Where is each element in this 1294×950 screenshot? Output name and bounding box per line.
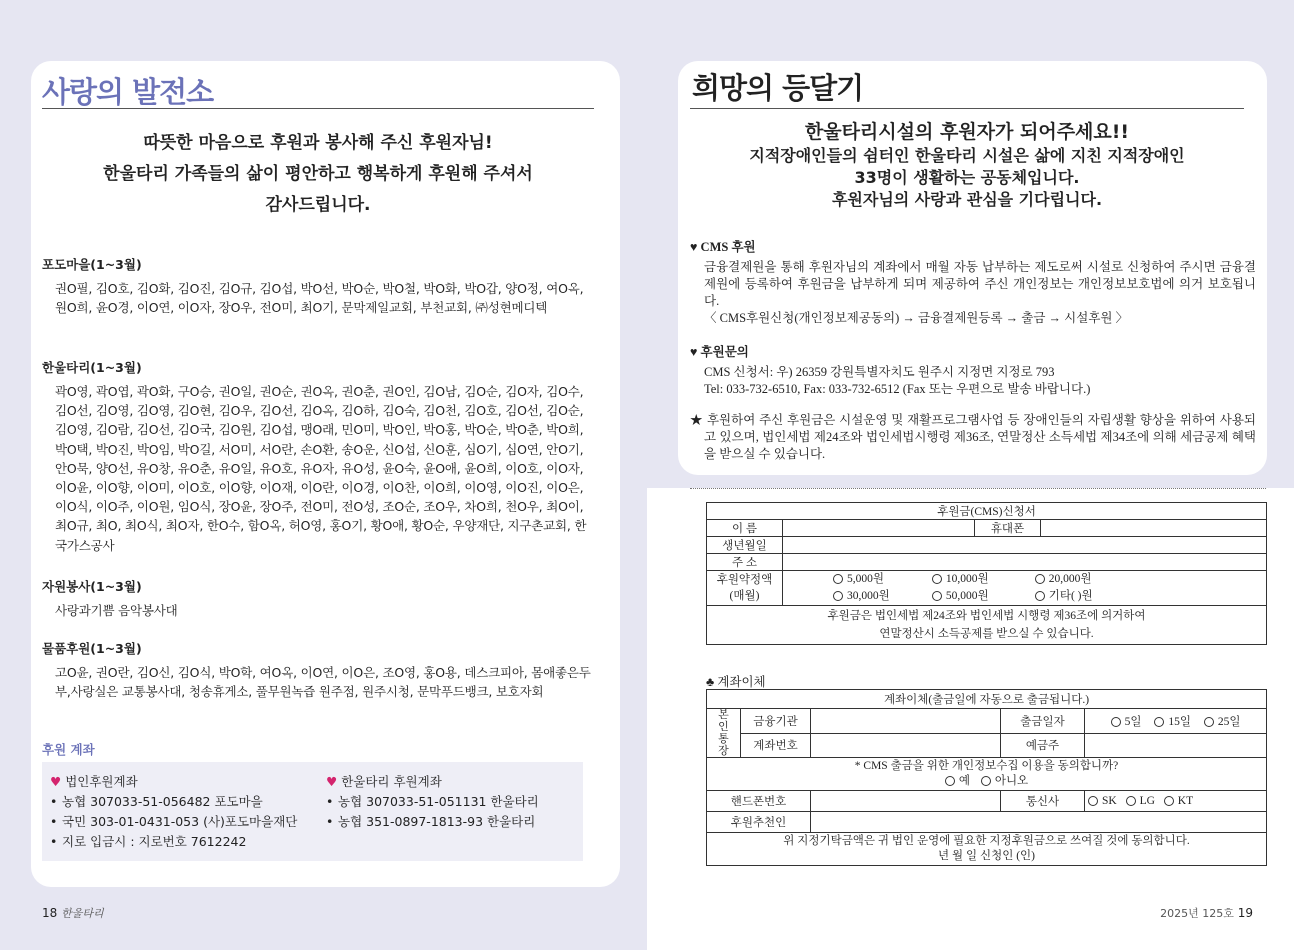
- account-number-label: 계좌번호: [741, 733, 811, 758]
- recommender-label: 후원추천인: [707, 812, 811, 833]
- date-value: 25일: [1217, 715, 1241, 728]
- cms-heading: ♥ CMS 후원: [690, 240, 756, 254]
- holder-label: 예금주: [1001, 733, 1085, 758]
- transfer-section-heading: [706, 672, 766, 690]
- carrier-option[interactable]: [1088, 795, 1117, 807]
- amount-label-line: (매월): [729, 590, 760, 602]
- amount-value: 기타( )원: [1048, 590, 1093, 602]
- carrier-options: [1085, 791, 1267, 812]
- carrier-label: 통신사: [1001, 791, 1085, 812]
- thanks-message: [42, 128, 594, 221]
- group-heading: 물품후원(1~3월): [42, 641, 142, 656]
- headline: 한울타리시설의 후원자가 되어주세요!!: [804, 121, 1130, 143]
- group-heading: 포도마을(1~3월): [42, 257, 142, 272]
- amount-value: 20,000원: [1048, 573, 1092, 585]
- consent-yes[interactable]: [945, 774, 970, 789]
- cms-application-form: [706, 502, 1267, 645]
- account-title: 법인후원계좌: [65, 774, 138, 789]
- bank-transfer-form: [706, 689, 1267, 866]
- corporate-account: [50, 772, 297, 852]
- signature-line: 년 월 일 신청인 (인): [938, 850, 1035, 862]
- radio-icon: [1035, 591, 1045, 601]
- group-names: 고O윤, 권O란, 김O신, 김O식, 박O학, 여O옥, 이O연, 이O은, 조O영, 홍O용, 데스크피아, 몸애좋은두부,사랑실은 교통봉사대, 청송휴게소, 풀무원녹즙 원주점, 원주시청, 문막푸드뱅크, 보호자회: [55, 665, 591, 700]
- group-heading: 한울타리(1~3월): [42, 360, 142, 375]
- amount-option[interactable]: [932, 588, 1032, 605]
- intro-line: 33명이 생활하는 공동체입니다.: [854, 168, 1080, 187]
- date-option[interactable]: [1204, 713, 1241, 729]
- radio-icon: [932, 574, 942, 584]
- section-label: 계좌이체: [717, 675, 766, 689]
- page-title: 사랑의 발전소: [42, 75, 214, 109]
- amount-value: 5,000원: [847, 573, 884, 585]
- notice-text: ★ 후원하여 주신 후원금은 시설운영 및 재활프로그램사업 등 장애인들의 자립생활 향상을 위하여 사용되고 있으며, 법인세법 제24조와 법인세법시행령 제36조, 연말정산 소득세법 제34조에 의해 세금공제 혜택을 받으실 수 있습니다.: [690, 413, 1256, 461]
- account-holder-side-label: 본인통장: [707, 709, 741, 758]
- phone-label: 휴대폰: [975, 520, 1041, 537]
- bank-label: 금융기관: [741, 709, 811, 734]
- hanultari-logo: 한울타리: [61, 907, 104, 920]
- name-field[interactable]: [783, 520, 975, 537]
- group-names: 곽O영, 곽O엽, 곽O화, 구O승, 권O일, 권O순, 권O옥, 권O춘, 권O인, 김O남, 김O순, 김O자, 김O수, 김O선, 김O영, 김O영, 김O현, 김O우, 김O선, 김O옥, 김O하, 김O숙, 김O천, 김O호, 김O선, 김O순, 김O영, 김O람, 김O선, 김O국, 김O원, 김O섭, 맹O래, 민O미, 박O인, 박O홍, 박O순, 박O춘, 박O희, 박O택, 박O진, 박O임, 박O길, 서O미, 서O란, 손O환, 송O운, 신O섭, 신O훈, 심O기, 심O연, 안O기, 안O묵, 양O선, 유O창, 유O춘, 유O일, 유O호, 유O자, 유O성, 윤O숙, 윤O애, 윤O희, 이O호, 이O자, 이O윤, 이O향, 이O미, 이O호, 이O향, 이O재, 이O란, 이O경, 이O찬, 이O희, 이O영, 이O진, 이O은, 이O식, 이O주, 이O원, 임O식, 장O윤, 장O주, 전O미, 전O성, 조O순, 조O우, 차O희, 천O우, 최O이, 최O규, 최O, 최O식, 최O자, 한O수, 함O옥, 허O영, 홍O기, 황O애, 황O순, 우양재단, 지구촌교회, 한국가스공사: [55, 384, 587, 553]
- amount-option[interactable]: [833, 588, 929, 605]
- thanks-line: 따뜻한 마음으로 후원과 봉사해 주신 후원자님!: [143, 133, 493, 153]
- donor-group-goods: [42, 639, 598, 701]
- inquiry-line: Tel: 033-732-6510, Fax: 033-732-6512 (Fax 또는 우편으로 발송 바랍니다.): [704, 382, 1091, 396]
- radio-icon: [833, 574, 843, 584]
- agreement-text: 위 지정기탁금액은 귀 법인 운영에 필요한 지정후원금으로 쓰여질 것에 동의합니다.: [783, 835, 1190, 847]
- birth-label: 생년월일: [707, 537, 783, 554]
- carrier-option[interactable]: [1164, 795, 1193, 807]
- address-field[interactable]: [783, 554, 1267, 571]
- inquiry-info: [690, 342, 1256, 398]
- heart-icon: ♥: [326, 774, 338, 789]
- address-label: 주 소: [707, 554, 783, 571]
- hope-heading: [690, 120, 1244, 211]
- radio-icon: [945, 776, 955, 786]
- cms-flow: 〈 CMS후원신청(개인정보제공동의) → 금융결제원등록 → 출금 → 시설후원 〉: [704, 311, 1129, 325]
- amount-option[interactable]: [1035, 571, 1092, 588]
- issue-label: 2025년 125호: [1160, 907, 1234, 920]
- radio-icon: [1111, 717, 1121, 727]
- title-divider: [690, 108, 1244, 109]
- radio-icon: [1035, 574, 1045, 584]
- cut-line: [690, 488, 1266, 489]
- tax-note: [707, 606, 1267, 645]
- left-page-footer: [42, 905, 104, 921]
- date-value: 15일: [1168, 715, 1191, 728]
- donor-group-hanultari: [42, 358, 598, 555]
- cms-info: [690, 237, 1256, 327]
- account-item: • 국민 303-01-0431-053 (사)포도마을재단: [50, 812, 297, 832]
- inquiry-line: CMS 신청서: 우) 26359 강원특별자치도 원주시 지정면 지정로 793: [704, 365, 1055, 379]
- amount-option[interactable]: [932, 571, 1032, 588]
- heart-icon: ♥: [50, 774, 62, 789]
- date-label: 출금일자: [1001, 709, 1085, 734]
- title-divider: [42, 108, 594, 109]
- account-item: • 농협 351-0897-1813-93 한울타리: [326, 812, 539, 832]
- account-number-field[interactable]: [811, 733, 1001, 758]
- tax-note-line: 후원금은 법인세법 제24조와 법인세법 시행령 제36조에 의거하여: [827, 610, 1146, 622]
- mobile-field[interactable]: [811, 791, 1001, 812]
- bank-field[interactable]: [811, 709, 1001, 734]
- tax-note-line: 연말정산시 소득공제를 받으실 수 있습니다.: [879, 628, 1094, 640]
- amount-option[interactable]: [1035, 588, 1093, 605]
- account-title: 한울타리 후원계좌: [341, 774, 442, 789]
- recommender-field[interactable]: [811, 812, 1267, 833]
- form-title: 후원금(CMS)신청서: [707, 503, 1267, 520]
- consent-no[interactable]: [981, 774, 1028, 789]
- carrier-value: SK: [1102, 795, 1117, 807]
- account-item: • 지로 입금시 : 지로번호 7612242: [50, 832, 297, 852]
- amount-value: 30,000원: [847, 590, 890, 602]
- agreement-row: [707, 833, 1267, 866]
- consent-yes-label: 예: [958, 775, 970, 787]
- amount-label: [707, 571, 783, 606]
- amount-value: 50,000원: [945, 590, 989, 602]
- cms-text: 금융결제원을 통해 후원자님의 계좌에서 매월 자동 납부하는 제도로써 시설로 신청하여 주시면 금융결제원에 등록하여 후원금을 납부하게 되며 제공하여 주신 개인정보는 개인정보보호법에 의거 보호됩니다.: [704, 260, 1256, 308]
- amount-option[interactable]: [833, 571, 929, 588]
- page-title: 희망의 등달기: [692, 71, 864, 105]
- mobile-label: 핸드폰번호: [707, 791, 811, 812]
- account-item: • 농협 307033-51-056482 포도마을: [50, 792, 297, 812]
- amount-value: 10,000원: [945, 573, 989, 585]
- carrier-option[interactable]: [1126, 795, 1155, 807]
- radio-icon: [932, 591, 942, 601]
- page-number: 18: [42, 906, 58, 920]
- inquiry-heading: ♥ 후원문의: [690, 345, 749, 359]
- intro-line: 지적장애인들의 쉼터인 한울타리 시설은 삶에 지친 지적장애인: [749, 146, 1185, 165]
- tax-notice: [690, 412, 1256, 463]
- donor-group-podo: [42, 255, 598, 317]
- account-section-title: 후원 계좌: [42, 742, 95, 757]
- group-names: 사랑과기쁨 음악봉사대: [55, 603, 178, 618]
- right-page-footer: [1160, 905, 1253, 921]
- page-number: 19: [1237, 906, 1253, 920]
- birth-field[interactable]: [783, 537, 1267, 554]
- radio-icon: [981, 776, 991, 786]
- phone-field[interactable]: [1041, 520, 1267, 537]
- carrier-value: LG: [1139, 795, 1155, 807]
- radio-icon: [1154, 717, 1164, 727]
- date-option[interactable]: [1111, 713, 1142, 729]
- consent-row: [707, 758, 1267, 791]
- consent-question: * CMS 출금을 위한 개인정보수집 이용을 동의합니까?: [854, 760, 1119, 772]
- date-option[interactable]: [1154, 713, 1191, 729]
- radio-icon: [1126, 796, 1136, 806]
- hanultari-account: [326, 772, 539, 832]
- thanks-line: 한울타리 가족들의 삶이 평안하고 행복하게 후원해 주셔서: [103, 164, 533, 184]
- carrier-value: KT: [1177, 795, 1194, 807]
- radio-icon: [1088, 796, 1098, 806]
- donor-group-volunteer: [42, 577, 598, 620]
- radio-icon: [833, 591, 843, 601]
- amount-options: [783, 571, 1267, 606]
- date-value: 5일: [1124, 715, 1142, 728]
- intro-line: 후원자님의 사랑과 관심을 기다립니다.: [831, 190, 1103, 209]
- club-icon: ♣: [706, 675, 715, 689]
- name-label: 이 름: [707, 520, 783, 537]
- thanks-line: 감사드립니다.: [265, 195, 371, 215]
- date-options: [1085, 709, 1267, 734]
- holder-field[interactable]: [1085, 733, 1267, 758]
- account-box: [42, 762, 583, 861]
- consent-no-label: 아니오: [994, 775, 1029, 787]
- radio-icon: [1164, 796, 1174, 806]
- radio-icon: [1204, 717, 1214, 727]
- group-names: 권O필, 김O호, 김O화, 김O진, 김O규, 김O섭, 박O선, 박O순, 박O철, 박O화, 박O갑, 양O정, 여O옥, 원O희, 윤O경, 이O연, 이O자, 장O우, 전O미, 최O기, 문막제일교회, 부천교회, ㈜성현메디텍: [55, 281, 584, 316]
- amount-label-line: 후원약정액: [716, 574, 773, 586]
- account-item: • 농협 307033-51-051131 한울타리: [326, 792, 539, 812]
- form-title: 계좌이체(출금일에 자동으로 출금됩니다.): [707, 690, 1267, 709]
- group-heading: 자원봉사(1~3월): [42, 579, 142, 594]
